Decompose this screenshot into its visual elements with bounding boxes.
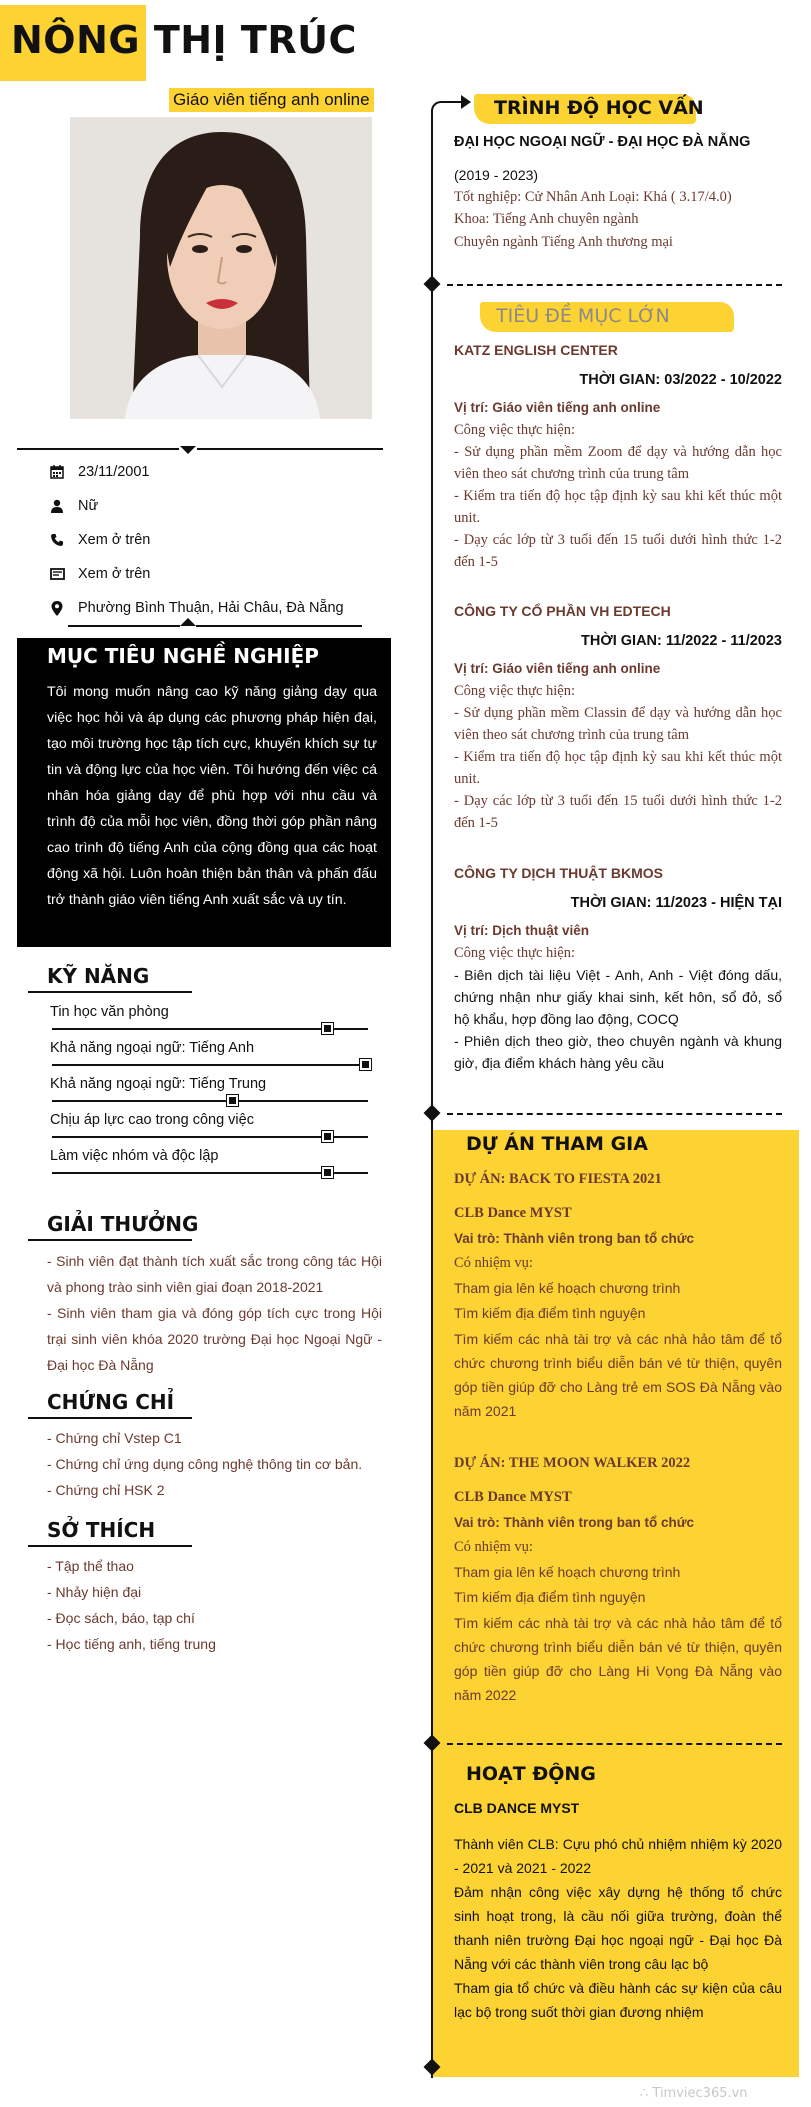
address-value: Phường Bình Thuận, Hải Châu, Đà Nẵng (78, 600, 344, 616)
hobby-item: - Đọc sách, báo, tạp chí (47, 1610, 195, 1626)
hobby-item: - Nhảy hiện đại (47, 1584, 142, 1600)
email-row (48, 563, 150, 585)
skill-bar (52, 1136, 368, 1138)
job-task: - Sử dụng phần mềm Zoom để dạy và hướng dẫn học viên theo sát chương trình của trung tâm (454, 444, 782, 482)
calendar-icon (48, 465, 66, 479)
profile-photo (70, 117, 372, 419)
job-tasks-label: Công việc thực hiện: (454, 422, 576, 438)
education-school: ĐẠI HỌC NGOẠI NGỮ - ĐẠI HỌC ĐÀ NẴNG (454, 134, 751, 150)
hobbies-title: SỞ THÍCH (47, 1518, 156, 1542)
project-duty: Tìm kiếm địa điểm tình nguyện (454, 1305, 646, 1321)
project-duty: Tham gia lên kế hoạch chương trình (454, 1564, 681, 1580)
activity-line: Tham gia tổ chức và điều hành các sự kiện của câu lạc bộ trong suốt thời gian đương nhiệm (454, 1980, 782, 2020)
birthday-row (48, 461, 150, 483)
divider-arrow-up (180, 618, 196, 626)
skill-label: Làm việc nhóm và độc lập (50, 1148, 219, 1164)
education-period: (2019 - 2023) (454, 167, 539, 183)
timeline-dashed-divider (447, 1743, 782, 1745)
certificate-item: - Chứng chỉ Vstep C1 (47, 1430, 182, 1446)
job-time: THỜI GIAN: 03/2022 - 10/2022 (579, 372, 782, 388)
skill-level-knob (322, 1167, 333, 1178)
job-task: - Dạy các lớp từ 3 tuổi đến 15 tuổi dưới hình thức 1-2 đến 1-5 (454, 532, 782, 570)
section-underline (28, 1417, 192, 1419)
project-duty: Tham gia lên kế hoạch chương trình (454, 1280, 681, 1296)
career-objective-section (17, 638, 391, 947)
divider-line (68, 625, 180, 627)
watermark: ∴ Timviec365.vn (640, 2086, 748, 2101)
section-underline (28, 991, 192, 993)
skill-label: Khả năng ngoại ngữ: Tiếng Trung (50, 1076, 267, 1092)
skill-level-knob (360, 1059, 371, 1070)
award-item: - Sinh viên đạt thành tích xuất sắc trong công tác Hội và phong trào sinh viên giai đoạn 2018-2021 (47, 1253, 382, 1295)
hobby-item: - Tập thể thao (47, 1558, 134, 1574)
skill-label: Chịu áp lực cao trong công việc (50, 1112, 254, 1128)
location-icon (48, 601, 66, 616)
education-line: Tốt nghiệp: Cử Nhân Anh Loại: Khá ( 3.17/4.0) (454, 189, 732, 205)
phone-icon (48, 533, 66, 547)
project-duty-label: Có nhiệm vụ: (454, 1539, 533, 1555)
job-title: Giáo viên tiếng anh online (169, 88, 374, 112)
skill-bar (52, 1100, 368, 1102)
job-task: - Kiểm tra tiến độ học tập định kỳ sau khi kết thúc một unit. (454, 749, 782, 787)
objective-title: MỤC TIÊU NGHỀ NGHIỆP (47, 644, 319, 668)
skill-bar (52, 1028, 368, 1030)
project-duty-label: Có nhiệm vụ: (454, 1255, 533, 1271)
skill-bar (52, 1064, 368, 1066)
user-icon (48, 499, 66, 513)
project-club: CLB Dance MYST (454, 1205, 572, 1221)
project-duty: Tìm kiếm các nhà tài trợ và các nhà hảo tâm để tổ chức chương trình biểu diễn bán vé từ thiện, quyên góp tiền giúp đỡ cho Làng Hi Vọng Đà Nẵng vào năm 2022 (454, 1615, 782, 1703)
skill-bar (52, 1172, 368, 1174)
hobby-item: - Học tiếng anh, tiếng trung (47, 1636, 216, 1652)
phone-value: Xem ở trên (78, 532, 151, 548)
job-company: CÔNG TY CỔ PHẦN VH EDTECH (454, 603, 671, 619)
timeline-arrow-icon (461, 95, 471, 109)
timeline-hook (431, 101, 461, 119)
job-task: - Kiểm tra tiến độ học tập định kỳ sau khi kết thúc một unit. (454, 488, 782, 526)
skill-level-knob (322, 1131, 333, 1142)
job-tasks-label: Công việc thực hiện: (454, 945, 576, 961)
education-title: TRÌNH ĐỘ HỌC VẤN (494, 97, 704, 119)
timeline-diamond (424, 276, 441, 293)
award-item: - Sinh viên tham gia và đóng góp tích cực trong Hội trại sinh viên khóa 2020 trường Đại học Ngoại Ngữ - Đại học Đà Nẵng (47, 1305, 382, 1373)
job-position: Vị trí: Dịch thuật viên (454, 923, 590, 938)
divider-line (196, 625, 362, 627)
awards-title: GIẢI THƯỞNG (47, 1212, 199, 1236)
project-name: DỰ ÁN: THE MOON WALKER 2022 (454, 1455, 691, 1471)
project-duty: Tìm kiếm các nhà tài trợ và các nhà hảo tâm để tổ chức chương trình biểu diễn bán vé từ thiện, quyên góp tiền giúp đỡ cho Làng trẻ em SOS Đà Nẵng vào năm 2021 (454, 1331, 782, 1419)
job-task: - Sử dụng phần mềm Classin để dạy và hướng dẫn học viên theo sát chương trình của trung tâm (454, 705, 782, 743)
job-company: KATZ ENGLISH CENTER (454, 342, 618, 358)
activity-line: Thành viên CLB: Cựu phó chủ nhiệm nhiệm kỳ 2020 - 2021 và 2021 - 2022 (454, 1836, 782, 1876)
job-company: CÔNG TY DỊCH THUẬT BKMOS (454, 865, 663, 881)
project-name: DỰ ÁN: BACK TO FIESTA 2021 (454, 1171, 662, 1187)
gender-value: Nữ (78, 498, 99, 514)
portrait-illustration (70, 117, 372, 419)
project-role: Vai trò: Thành viên trong ban tổ chức (454, 1231, 695, 1246)
skill-level-knob (322, 1023, 333, 1034)
divider-arrow-down (180, 446, 196, 454)
timeline-diamond (424, 1105, 441, 1122)
certificates-title: CHỨNG CHỈ (47, 1390, 175, 1414)
section-underline (28, 1545, 192, 1547)
skill-label: Tin học văn phòng (50, 1004, 169, 1020)
section-underline (28, 1239, 192, 1241)
skills-title: KỸ NĂNG (47, 964, 150, 988)
candidate-name: NÔNG THỊ TRÚC (11, 18, 357, 62)
gender-row (48, 495, 98, 517)
email-value: Xem ở trên (78, 566, 151, 582)
email-icon (48, 567, 66, 581)
project-duty: Tìm kiếm địa điểm tình nguyện (454, 1589, 646, 1605)
experience-title: TIÊU ĐỀ MỤC LỚN (496, 305, 670, 327)
timeline-dashed-divider (447, 284, 782, 286)
job-position: Vị trí: Giáo viên tiếng anh online (454, 400, 661, 415)
certificate-item: - Chứng chỉ HSK 2 (47, 1482, 165, 1498)
timeline-line (431, 118, 433, 2078)
divider-line (17, 448, 179, 450)
birthday-value: 23/11/2001 (78, 464, 150, 480)
projects-title: DỰ ÁN THAM GIA (466, 1133, 648, 1155)
job-time: THỜI GIAN: 11/2023 - HIỆN TẠI (570, 895, 782, 911)
objective-text: Tôi mong muốn nâng cao kỹ năng giảng dạy qua việc học hỏi và áp dụng các phương pháp hiện đại, tạo môi trường học tập tích cực, khuyến khích sự tự tin và động lực của học viên. Tôi hướng đến việc cá nhân hóa giảng dạy để phù hợp với nhu cầu và trình độ của mỗi học viên, đồng thời góp phần nâng cao trình độ tiếng Anh của cộng đồng qua các hoạt động xã hội. Luôn hoàn thiện bản thân và phấn đấu trở thành giáo viên tiếng Anh xuất sắc và uy tín. (47, 684, 377, 908)
timeline-dashed-divider (447, 1113, 782, 1115)
job-task: - Dạy các lớp từ 3 tuổi đến 15 tuổi dưới hình thức 1-2 đến 1-5 (454, 793, 782, 831)
phone-row (48, 529, 150, 551)
certificate-item: - Chứng chỉ ứng dụng công nghệ thông tin cơ bản. (47, 1456, 363, 1472)
address-row (48, 597, 344, 619)
job-task: - Phiên dịch theo giờ, theo chuyên ngành và khung giờ, địa điểm khách hàng yêu cầu (454, 1033, 782, 1071)
job-time: THỜI GIAN: 11/2022 - 11/2023 (581, 633, 782, 649)
activities-title: HOẠT ĐỘNG (466, 1763, 596, 1785)
divider-line (197, 448, 383, 450)
project-role: Vai trò: Thành viên trong ban tổ chức (454, 1515, 695, 1530)
job-position: Vị trí: Giáo viên tiếng anh online (454, 661, 661, 676)
job-task: - Biên dịch tài liệu Việt - Anh, Anh - Việt đóng dấu, chứng nhận như giấy khai sinh, kết hôn, sổ đỏ, sổ hộ khẩu, hợp đồng lao động, COCQ (454, 967, 782, 1027)
education-line: Khoa: Tiếng Anh chuyên ngành (454, 211, 639, 227)
education-line: Chuyên ngành Tiếng Anh thương mại (454, 234, 673, 250)
project-club: CLB Dance MYST (454, 1489, 572, 1505)
activity-line: Đảm nhận công việc xây dựng hệ thống tổ chức sinh hoạt trong, là cầu nối giữa trường, đoàn thể thanh niên trường Đại học ngoại ngữ - Đại học Đà Nẵng với các thành viên trong câu lạc bộ (454, 1884, 782, 1972)
skill-label: Khả năng ngoại ngữ: Tiếng Anh (50, 1040, 255, 1056)
skill-level-knob (227, 1095, 238, 1106)
activities-club: CLB DANCE MYST (454, 1800, 580, 1816)
job-tasks-label: Công việc thực hiện: (454, 683, 576, 699)
